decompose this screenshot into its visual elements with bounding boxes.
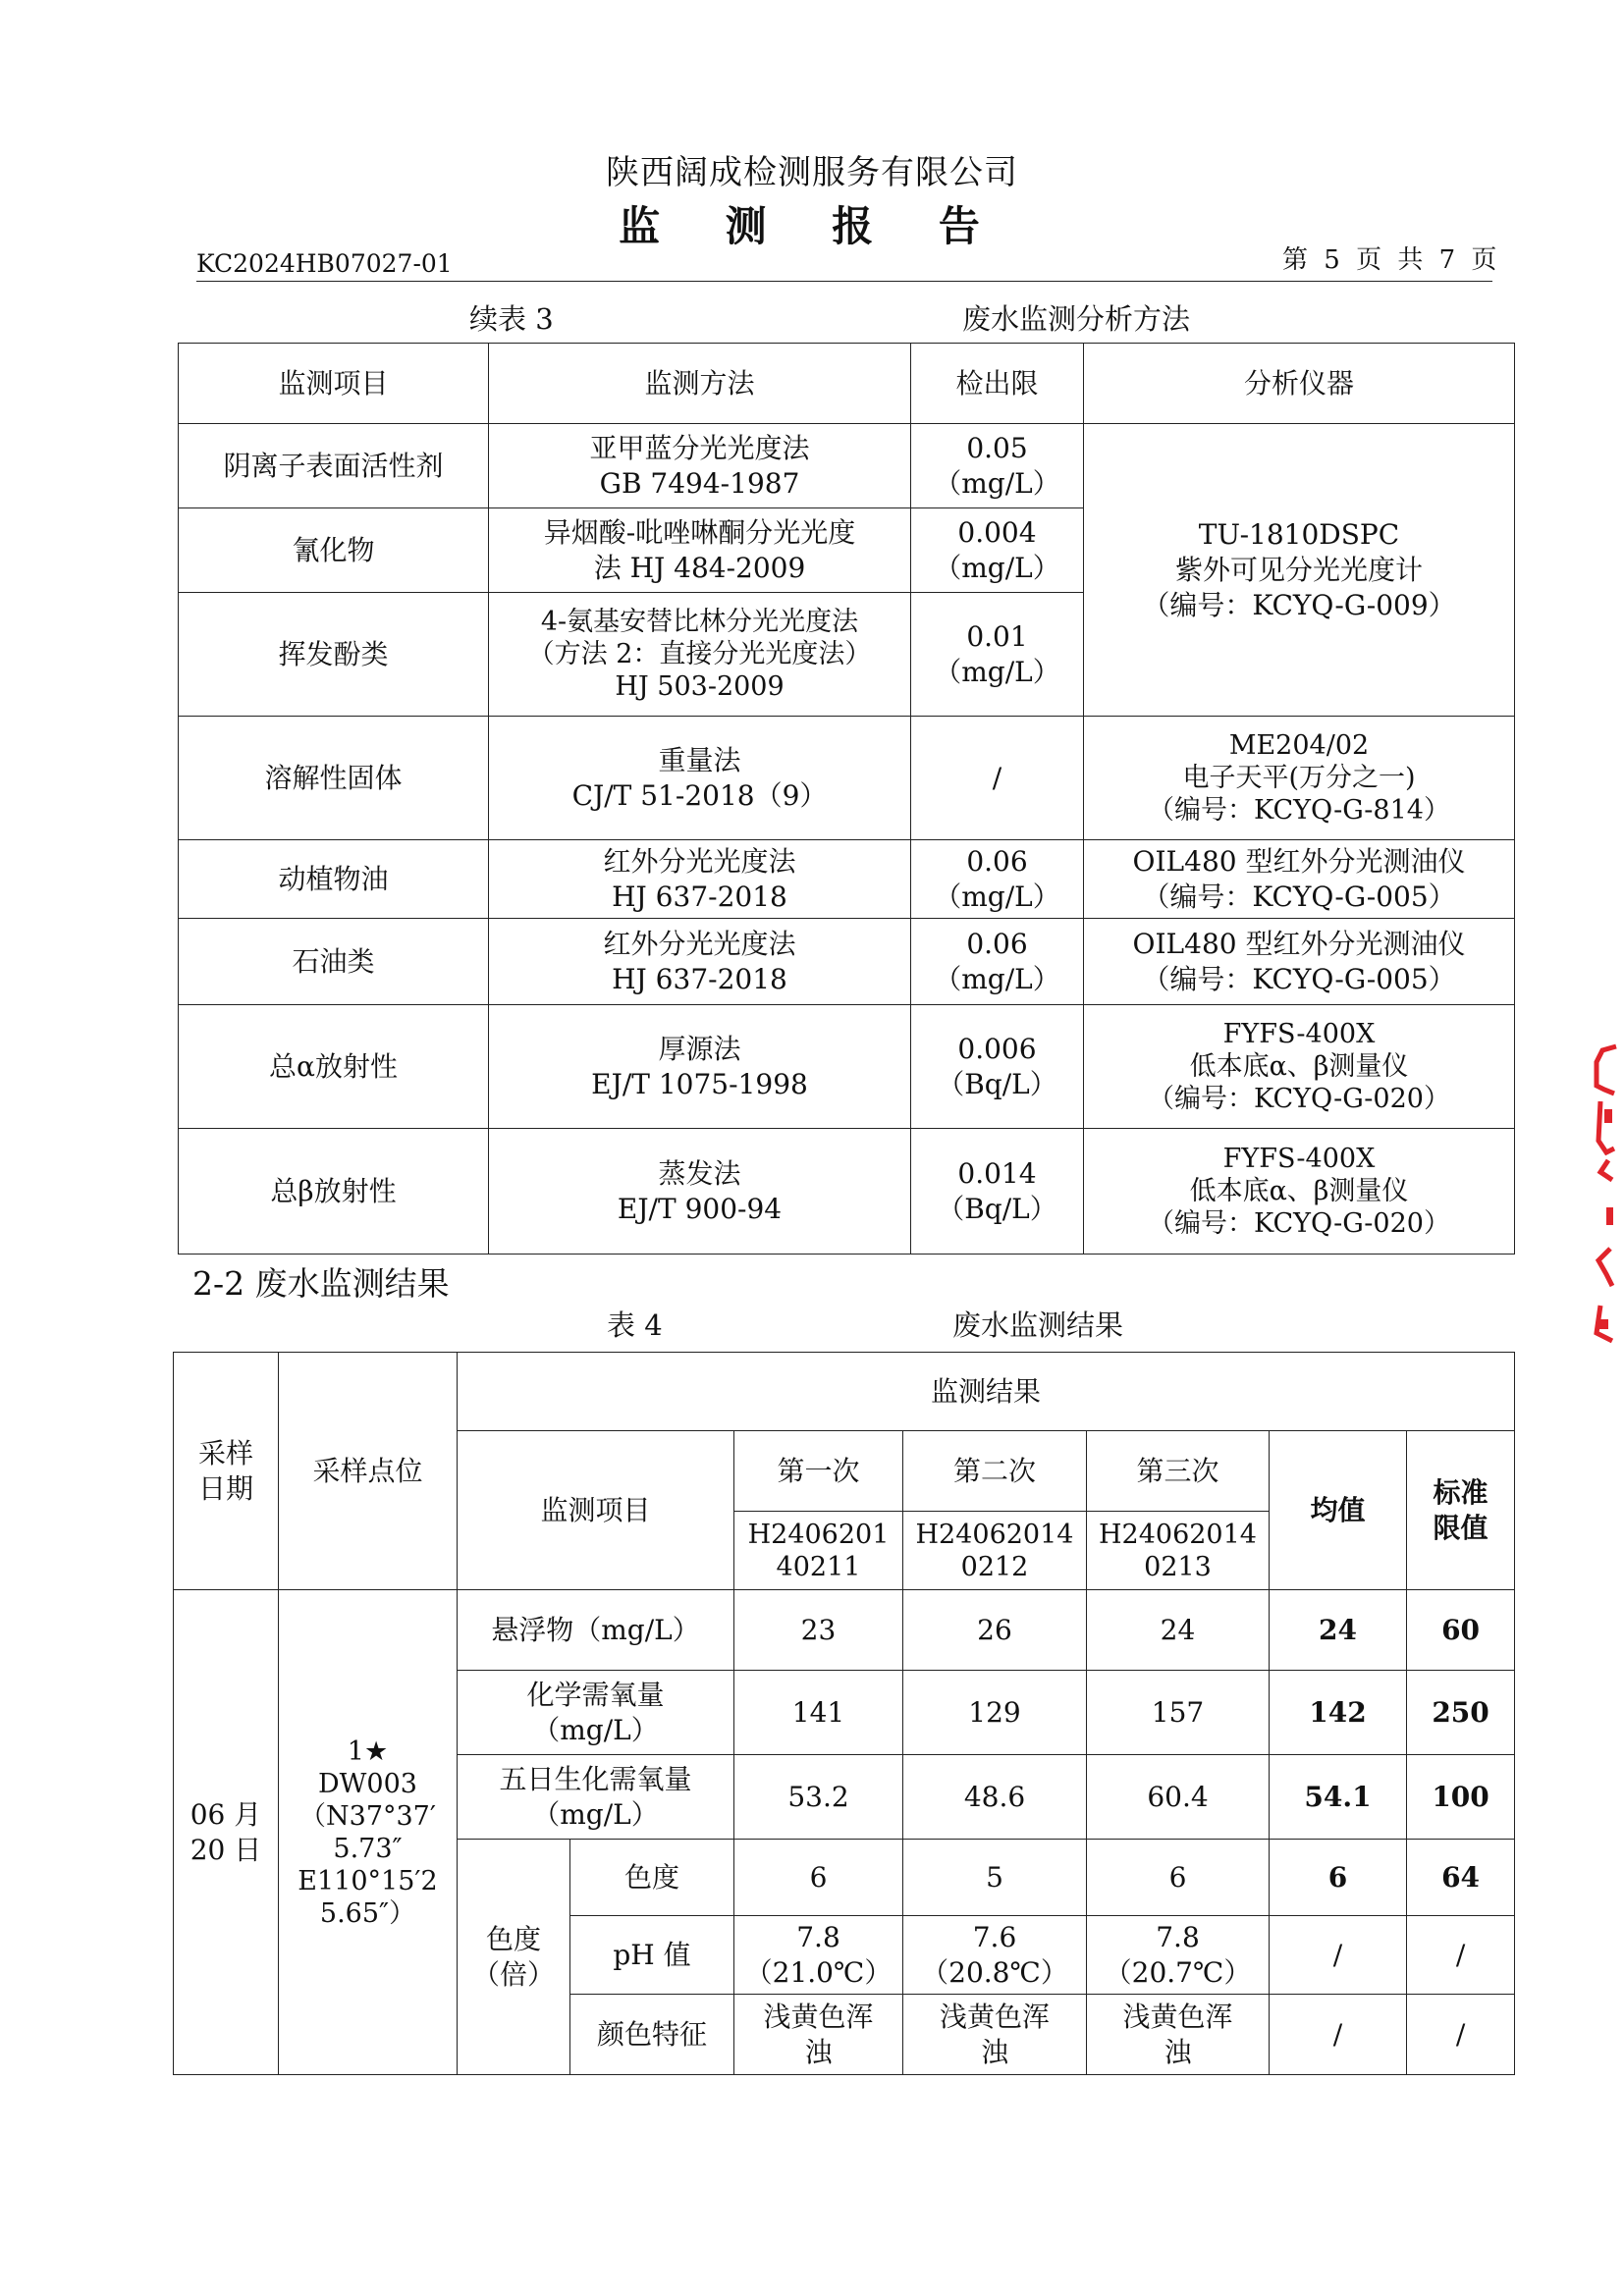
header-item: 监测项目 <box>179 344 489 424</box>
item-cell: 总α放射性 <box>179 1005 489 1129</box>
header-monitoring-results: 监测结果 <box>458 1353 1515 1431</box>
sampling-date-cell: 06 月 20 日 <box>174 1590 279 2075</box>
table-row <box>179 717 1515 840</box>
instrument-cell: ME204/02 电子天平(万分之一) （编号：KCYQ-G-814） <box>1084 717 1515 840</box>
value-cell: 6 <box>1087 1840 1270 1916</box>
item-cell: 总β放射性 <box>179 1129 489 1255</box>
analysis-methods-table <box>178 343 1515 1255</box>
report-title: 监 测 报 告 <box>619 202 1005 250</box>
method-cell: 厚源法 EJ/T 1075-1998 <box>489 1005 911 1129</box>
value-cell: 浅黄色浑 浊 <box>734 1995 903 2075</box>
header-method: 监测方法 <box>489 344 911 424</box>
header-sampling-site: 采样点位 <box>279 1353 458 1590</box>
method-cell: 异烟酸-吡唑啉酮分光光度 法 HJ 484-2009 <box>489 508 911 593</box>
instrument-cell: OIL480 型红外分光测油仪 （编号：KCYQ-G-005） <box>1084 840 1515 919</box>
method-cell: 红外分光光度法 HJ 637-2018 <box>489 840 911 919</box>
header-standard-limit: 标准 限值 <box>1407 1431 1515 1590</box>
limit-cell: / <box>1407 1916 1515 1995</box>
mean-cell: 24 <box>1270 1590 1407 1671</box>
value-cell: 浅黄色浑 浊 <box>1087 1995 1270 2075</box>
item-cell: 悬浮物（mg/L） <box>458 1590 734 1671</box>
limit-cell: 60 <box>1407 1590 1515 1671</box>
table-row <box>179 1129 1515 1255</box>
item-cell: 阴离子表面活性剂 <box>179 424 489 508</box>
report-number: KC2024HB07027-01 <box>196 249 453 278</box>
limit-cell: 250 <box>1407 1671 1515 1755</box>
instrument-cell: FYFS-400X 低本底α、β测量仪 （编号：KCYQ-G-020） <box>1084 1129 1515 1255</box>
table4-caption-title: 废水监测结果 <box>952 1308 1124 1342</box>
table-row <box>179 840 1515 919</box>
item-cell: 化学需氧量 （mg/L） <box>458 1671 734 1755</box>
header-round-1: 第一次 <box>734 1431 903 1512</box>
wastewater-results-table <box>173 1352 1515 2075</box>
instrument-cell: OIL480 型红外分光测油仪 （编号：KCYQ-G-005） <box>1084 919 1515 1005</box>
item-cell: 溶解性固体 <box>179 717 489 840</box>
value-cell: 5 <box>903 1840 1087 1916</box>
header-round-3: 第三次 <box>1087 1431 1270 1512</box>
item-cell: 色度 <box>570 1840 734 1916</box>
item-cell: 挥发酚类 <box>179 593 489 717</box>
header-limit: 检出限 <box>911 344 1084 424</box>
value-cell: 7.8 （21.0℃） <box>734 1916 903 1995</box>
value-cell: 24 <box>1087 1590 1270 1671</box>
limit-cell: 0.006 （Bq/L） <box>911 1005 1084 1129</box>
limit-cell: 0.05 （mg/L） <box>911 424 1084 508</box>
item-cell: pH 值 <box>570 1916 734 1995</box>
sample-id-1: H2406201 40211 <box>734 1512 903 1590</box>
item-cell: 氰化物 <box>179 508 489 593</box>
color-group-cell: 色度 （倍） <box>458 1840 570 2075</box>
value-cell: 23 <box>734 1590 903 1671</box>
mean-cell: / <box>1270 1995 1407 2075</box>
item-cell: 石油类 <box>179 919 489 1005</box>
mean-cell: / <box>1270 1916 1407 1995</box>
limit-cell: 100 <box>1407 1755 1515 1840</box>
limit-cell: 0.004 （mg/L） <box>911 508 1084 593</box>
method-cell: 蒸发法 EJ/T 900-94 <box>489 1129 911 1255</box>
sample-id-2: H24062014 0212 <box>903 1512 1087 1590</box>
value-cell: 浅黄色浑 浊 <box>903 1995 1087 2075</box>
limit-cell: 0.014 （Bq/L） <box>911 1129 1084 1255</box>
value-cell: 60.4 <box>1087 1755 1270 1840</box>
limit-cell: 0.06 （mg/L） <box>911 840 1084 919</box>
header-sampling-date: 采样 日期 <box>174 1353 279 1590</box>
item-cell: 动植物油 <box>179 840 489 919</box>
table3-header-row <box>179 344 1515 424</box>
table4-caption-label: 表 4 <box>607 1308 663 1342</box>
limit-cell: / <box>1407 1995 1515 2075</box>
mean-cell: 54.1 <box>1270 1755 1407 1840</box>
method-cell: 红外分光光度法 HJ 637-2018 <box>489 919 911 1005</box>
method-cell: 亚甲蓝分光光度法 GB 7494-1987 <box>489 424 911 508</box>
table-row <box>179 424 1515 508</box>
mean-cell: 142 <box>1270 1671 1407 1755</box>
item-cell: 五日生化需氧量 （mg/L） <box>458 1755 734 1840</box>
table3-caption-title: 废水监测分析方法 <box>962 302 1191 336</box>
method-cell: 重量法 CJ/T 51-2018（9） <box>489 717 911 840</box>
header-monitoring-item: 监测项目 <box>458 1431 734 1590</box>
table3-caption-label: 续表 3 <box>469 302 554 336</box>
header-round-2: 第二次 <box>903 1431 1087 1512</box>
value-cell: 129 <box>903 1671 1087 1755</box>
seal-stamp-icon <box>1589 1042 1618 1347</box>
section-title: 2-2 废水监测结果 <box>192 1264 450 1303</box>
limit-cell: 0.06 （mg/L） <box>911 919 1084 1005</box>
sample-id-3: H24062014 0213 <box>1087 1512 1270 1590</box>
limit-cell: 0.01 （mg/L） <box>911 593 1084 717</box>
item-cell: 颜色特征 <box>570 1995 734 2075</box>
header-instrument: 分析仪器 <box>1084 344 1515 424</box>
table-row <box>179 919 1515 1005</box>
limit-cell: / <box>911 717 1084 840</box>
instrument-cell: FYFS-400X 低本底α、β测量仪 （编号：KCYQ-G-020） <box>1084 1005 1515 1129</box>
value-cell: 7.6 （20.8℃） <box>903 1916 1087 1995</box>
value-cell: 26 <box>903 1590 1087 1671</box>
page-info: 第 5 页 共 7 页 <box>1282 245 1501 275</box>
mean-cell: 6 <box>1270 1840 1407 1916</box>
header-rule <box>196 281 1492 282</box>
table4-header-row-1 <box>174 1353 1515 1431</box>
header-mean: 均值 <box>1270 1431 1407 1590</box>
method-cell: 4-氨基安替比林分光光度法 （方法 2：直接分光光度法） HJ 503-2009 <box>489 593 911 717</box>
value-cell: 7.8 （20.7℃） <box>1087 1916 1270 1995</box>
table-row <box>174 1590 1515 1671</box>
company-name: 陕西阔成检测服务有限公司 <box>606 153 1018 192</box>
value-cell: 53.2 <box>734 1755 903 1840</box>
limit-cell: 64 <box>1407 1840 1515 1916</box>
value-cell: 48.6 <box>903 1755 1087 1840</box>
instrument-cell: TU-1810DSPC 紫外可见分光光度计 （编号：KCYQ-G-009） <box>1084 424 1515 717</box>
sampling-site-cell: 1★ DW003 （N37°37′ 5.73″ E110°15′2 5.65″） <box>279 1590 458 2075</box>
value-cell: 6 <box>734 1840 903 1916</box>
table-row <box>179 1005 1515 1129</box>
value-cell: 141 <box>734 1671 903 1755</box>
value-cell: 157 <box>1087 1671 1270 1755</box>
